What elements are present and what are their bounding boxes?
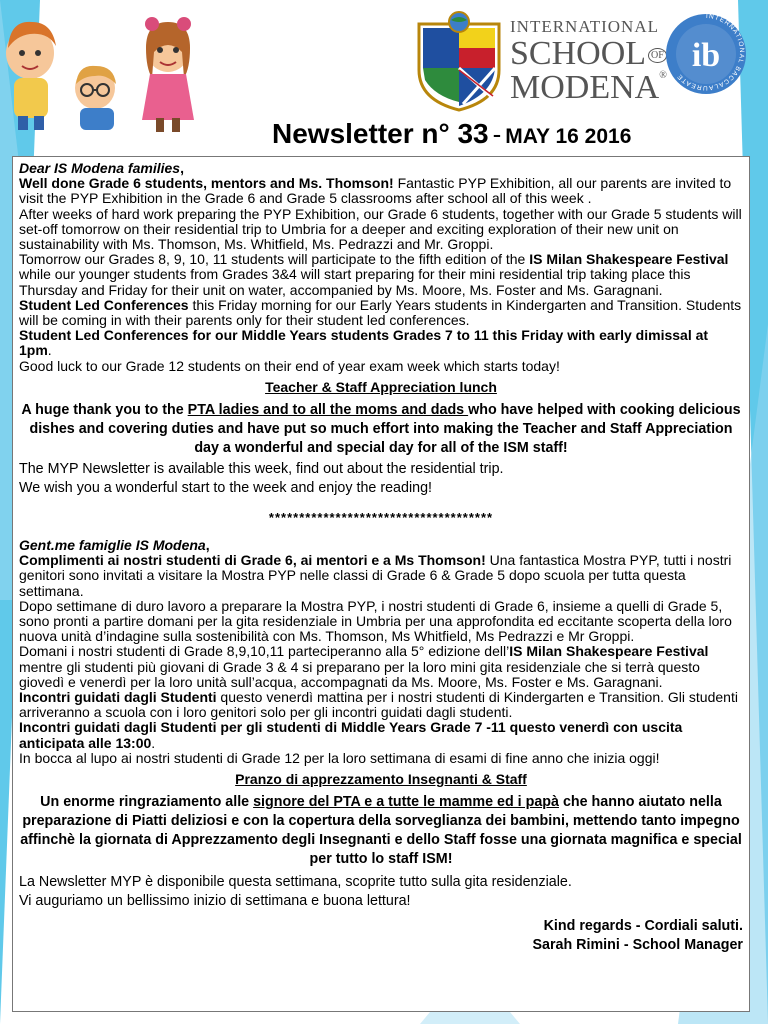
newsletter-title: Newsletter n° 33 xyxy=(272,118,489,149)
school-name-school: SCHOOL xyxy=(510,35,647,72)
school-name-line3 xyxy=(510,69,667,106)
school-name-of: OF xyxy=(648,48,667,63)
english-paragraph-6: Good luck to our Grade 12 students on their end of year exam week which starts today! xyxy=(19,357,560,374)
english-paragraph-3: Tomorrow our Grades 8, 9, 10, 11 students will participate to the fifth edition of the IS Milan Shakespeare Festival while our younger students from Grades 3&4 will start preparing for their mini residential trip taking place this Thursday and Friday for their unit on water, accompanied by Ms. Moore, Ms. Foster and Ms. Garagnani. xyxy=(19,251,729,298)
english-paragraph-1: Well done Grade 6 students, mentors and Ms. Thomson! Fantastic PYP Exhibition, all our parents are invited to visit the PYP Exhibition in the Grade 6 and Grade 5 classrooms after school all of this week . xyxy=(19,175,732,207)
italian-lunch-title: Pranzo di apprezzamento Insegnanti & Staff xyxy=(235,771,527,788)
signoff-name: Sarah Rimini - School Manager xyxy=(532,937,743,954)
school-name-line1: INTERNATIONAL xyxy=(510,17,659,36)
italian-wish: Vi auguriamo un bellissimo inizio di settimana e buona lettura! xyxy=(19,893,411,910)
italian-greeting: Gent.me famiglie IS Modena, xyxy=(19,537,210,554)
italian-myp-note: La Newsletter MYP è disponibile questa settimana, scoprite tutto sulla gita residenziale. xyxy=(19,874,572,891)
english-wish: We wish you a wonderful start to the week and enjoy the reading! xyxy=(19,480,432,497)
school-name-line2 xyxy=(510,35,664,72)
italian-paragraph-2: Dopo settimane di duro lavoro a preparare la Mostra PYP, i nostri studenti di Grade 6, insieme a quelli di Grade 5, sono pronti a partire domani per la gita residenziale in Umbria per una approfondita ed eccitante scoperta della loro nuova unità d’indagine sulla sostenibilità con Ms. Thomson, Ms Whitfield, Ms Pedrazzi e Mr Groppi. xyxy=(19,597,732,645)
signoff-regards: Kind regards - Cordiali saluti. xyxy=(543,918,743,935)
italian-paragraph-4: Incontri guidati dagli Studenti questo venerdì mattina per i nostri studenti di Kindergarten e Transition. Gli studenti arriveranno a scuola con i loro genitori solo per gli incontri guidati dagli studenti. xyxy=(19,689,738,721)
ib-logo-text: ib xyxy=(691,37,721,74)
italian-paragraph-6: In bocca al lupo ai nostri studenti di Grade 12 per la loro settimana di esami di fine anno che inizia oggi! xyxy=(19,749,660,766)
italian-paragraph-5: Incontri guidati dagli Studenti per gli studenti di Middle Years Grade 7 -11 questo venerdì con uscita anticipata alle 13:00. xyxy=(19,719,683,751)
school-name-wordmark xyxy=(510,17,667,106)
italian-paragraph-3: Domani i nostri studenti di Grade 8,9,10,11 parteciperanno alla 5° edizione dell’IS Milan Shakespeare Festival mentre gli studenti più giovani di Grade 3 & 4 si preparano per la loro mini gita residenziale che si terrà questo giovedì e venerdì per la loro unità sull’acqua, accompagnati da Ms. Moore, Ms. Foster e Ms. Garagnani. xyxy=(19,643,709,690)
english-paragraph-4: Student Led Conferences this Friday morning for our Early Years students in Kindergarten and Transition. Students will be coming in with their parents only for their student led conferences. xyxy=(19,296,742,329)
school-name-modena: MODENA xyxy=(510,69,660,106)
newsletter-headline xyxy=(272,118,631,150)
school-crest-logo xyxy=(413,10,505,112)
english-thanks: A huge thank you to the PTA ladies and to all the moms and dads who have helped with cooking delicious dishes and covering duties and have put so much effort into making the Teacher and Staff Appreciation day a wonderful and special day for all of the ISM staff! xyxy=(21,402,741,457)
section-divider: ************************************* xyxy=(268,510,494,526)
english-lunch-title: Teacher & Staff Appreciation lunch xyxy=(265,378,497,395)
title-separator: - xyxy=(492,119,502,149)
italian-paragraph-1: Complimenti ai nostri studenti di Grade 6, ai mentori e a Ms Thomson! Una fantastica Mostra PYP, tutti i nostri genitori sono invitati a visitare la Mostra PYP nelle classi di Grade 6 & Grade 5 dopo scuola per tutta questa settimana. xyxy=(19,552,732,599)
english-myp-note: The MYP Newsletter is available this week, find out about the residential trip. xyxy=(19,461,504,478)
ib-logo xyxy=(662,8,750,100)
registered-mark: ® xyxy=(659,70,667,81)
english-paragraph-2: After weeks of hard work preparing the PYP Exhibition, our Grade 6 students, together with our Grade 5 students will set-off tomorrow on their residential trip to Umbria for a deeper and exciting exploration of their new unit on sustainability with Ms. Thomson, Ms. Whitfield, Ms. Pedrazzi and Mr. Groppi. xyxy=(19,205,742,253)
english-greeting: Dear IS Modena families, xyxy=(19,160,184,176)
english-paragraph-5: Student Led Conferences for our Middle Years students Grades 7 to 11 this Friday with early dimissal at 1pm. xyxy=(19,327,709,359)
kids-illustration xyxy=(0,8,205,133)
italian-thanks: Un enorme ringraziamento alle signore del PTA e a tutte le mamme ed i papà che hanno aiutato nella preparazione di Piatti deliziosi e con la copertura della sorveglianza dei bambini, mettendo tanto impegno affinchè la giornata di Apprezzamento degli Insegnanti e dello Staff fosse una giornata magnifica e special per tutto lo staff ISM! xyxy=(20,794,742,868)
newsletter-body xyxy=(12,156,750,1012)
ib-ring-text: INTERNATIONAL BACCALAUREATE xyxy=(675,12,746,92)
newsletter-date: MAY 16 2016 xyxy=(505,125,632,148)
